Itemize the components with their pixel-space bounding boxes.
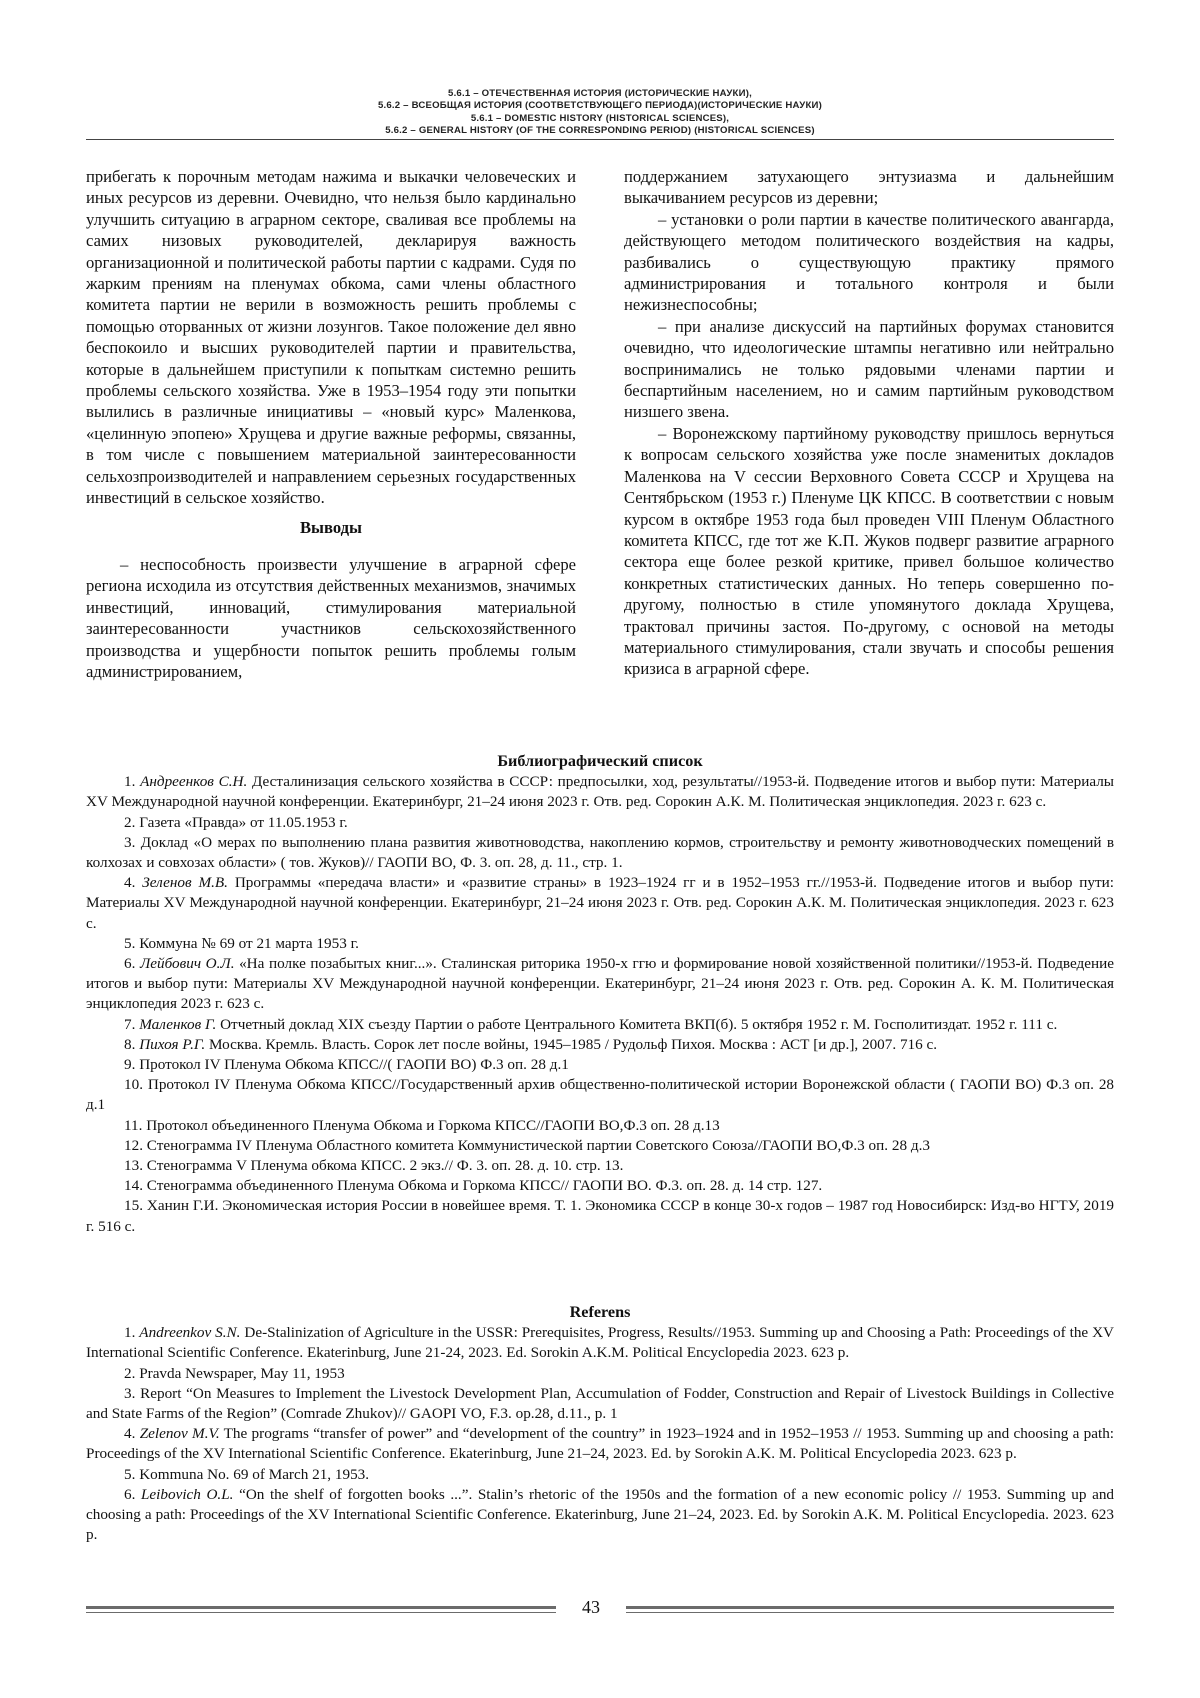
paragraph: – Воронежскому партийному руководству пришлось вернуться к вопросам сельского хозяйства уже после знаменитых докладов Маленкова на V сессии Верховного Совета СССР и Хрущева на Сентябрьском (1953 г.) Пленуме ЦК КПСС. В соответствии с новым курсом в октябре 1953 года был проведен VIII Пленум Областного комитета КПСС, где тот же К.П. Жуков подверг развитие аграрного сектора еще более резкой критике, привел большое количество конкретных статистических данных. Но теперь совершенно по-другому, полностью в стиле упомянутого доклада Хрущева, трактовал причины застоя. По-другому, с основой на методы материального стимулирования, стали звучать и способы решения кризиса в аграрной сфере.	[624, 423, 1114, 679]
reference-item	[86, 1485, 1114, 1546]
header-line: 5.6.1 – DOMESTIC HISTORY (HISTORICAL SCIENCES),	[470, 112, 730, 124]
reference-text: Доклад «О мерах по выполнению плана развития животноводства, накоплению кормов, строительству и ремонту животноводческих помещений в колхозах и совхозах области» ( тов. Жуков)// ГАОПИ ВО, Ф. 3. оп. 28, д. 11., стр. 1.	[86, 833, 1114, 872]
reference-text: Стенограмма IV Пленума Областного комитета Коммунистической партии Советского Союза//ГАОПИ ВО,Ф.3 оп. 28 д.3	[146, 1136, 930, 1154]
references-heading: Referens	[569, 1303, 631, 1321]
reference-item	[86, 1424, 1114, 1464]
reference-item	[86, 1465, 1114, 1485]
reference-item	[86, 1116, 1114, 1136]
reference-text: Стенограмма объединенного Пленума Обкома и Горкома КПСС// ГАОПИ ВО. Ф.3. оп. 28. д. 14 стр. 127.	[146, 1177, 823, 1195]
reference-text: Десталинизация сельского хозяйства в СССР: предпосылки, ход, результаты//1953-й. Подведение итогов и выбор пути: Материалы XV Международной научной конференции. Екатеринбург, 21–24 июня 2023 г. Отв. ред. Сорокин А.К. М. Политическая энциклопедия. 2023 г. 623 с.	[86, 773, 1115, 811]
header-line: 5.6.1 – ОТЕЧЕСТВЕННАЯ ИСТОРИЯ (ИСТОРИЧЕСКИЕ НАУКИ),	[448, 88, 752, 99]
reference-number: 1.	[124, 773, 136, 791]
header-divider	[86, 139, 1114, 140]
reference-author: Пихоя Р.Г.	[139, 1035, 206, 1053]
reference-item	[86, 1075, 1114, 1115]
reference-item	[86, 954, 1114, 1015]
reference-item	[86, 1176, 1114, 1196]
reference-number: 5.	[124, 934, 136, 952]
reference-number: 4.	[124, 1425, 136, 1443]
reference-text: Kommuna No. 69 of March 21, 1953.	[139, 1465, 370, 1483]
reference-text: “On the shelf of forgotten books ...”. Stalin’s rhetoric of the 1950s and the formation of a new economic policy // 1953. Summing up and choosing a path: Proceedings of the XV International Scientific Conference. Ekaterinburg, June 21–24, 2023. Ed. by Sorokin A.K. M. Political Encyclopedia. 2023. 623 p.	[86, 1485, 1115, 1544]
body-columns	[86, 166, 1114, 682]
reference-item	[86, 1384, 1114, 1424]
reference-item	[86, 1156, 1114, 1176]
reference-number: 4.	[124, 874, 136, 892]
reference-number: 14.	[124, 1177, 143, 1195]
reference-author: Зеленов М.В.	[142, 874, 228, 892]
reference-author: Andreenkov S.N.	[139, 1324, 241, 1342]
reference-text: Коммуна № 69 от 21 марта 1953 г.	[139, 934, 359, 952]
left-column	[86, 166, 576, 682]
reference-text: Протокол IV Пленума Обкома КПСС//( ГАОПИ ВО) Ф.3 оп. 28 д.1	[139, 1056, 569, 1074]
reference-text: The programs “transfer of power” and “development of the country” in 1923–1924 and in 1952–1953 // 1953. Summing up and choosing a path: Proceedings of the XV International Scientific Conference. Ekaterinburg, June 21–24, 2023. Ed. by Sorokin A.K. M. Political Encyclopedia 2023. 623 p.	[86, 1425, 1115, 1463]
footer-rule-left	[86, 1606, 556, 1614]
paragraph: прибегать к порочным методам нажима и выкачки человеческих и иных ресурсов из деревни. Очевидно, что нельзя было кардинально улучшить ситуацию в аграрном секторе, сваливая все проблемы на самих низовых руководителей, декларируя важность организационной и политической работы партии с кадрами. Судя по жарким прениям на пленумах обкома, сами члены областного комитета партии не верили в возможность решить проблемы с помощью оторванных от жизни лозунгов. Такое положение дел явно беспокоило и высших руководителей партии и правительства, которые в дальнейшем приступили к попыткам системно решить проблемы сельского хозяйства. Уже в 1953–1954 году эти попытки вылились в различные инициативы – «новый курс» Маленкова, «целинную эпопею» Хрущева и другие важные реформы, связанны, в том числе с повышением материальной заинтересованности сельхозпроизводителей и направлением серьезных государственных инвестиций в сельское хозяйство.	[86, 167, 576, 508]
reference-text: Pravda Newspaper, May 11, 1953	[139, 1364, 345, 1382]
reference-text: Протокол IV Пленума Обкома КПСС//Государственный архив общественно-политической истории Воронежской области ( ГАОПИ ВО) Ф.3 оп. 28 д.1	[86, 1076, 1115, 1114]
running-header	[0, 88, 1200, 137]
page-number: 43	[582, 1597, 600, 1617]
reference-number: 10.	[124, 1076, 143, 1094]
reference-text: Отчетный доклад XIX съезду Партии о работе Центрального Комитета ВКП(б). 5 октября 1952 г. М. Госполитиздат. 1952 г. 111 с.	[216, 1015, 1058, 1033]
reference-number: 7.	[124, 1015, 136, 1033]
reference-number: 6.	[124, 955, 136, 973]
reference-text: Стенограмма V Пленума обкома КПСС. 2 экз.// Ф. 3. оп. 28. д. 10. стр. 13.	[146, 1157, 624, 1175]
reference-number: 13.	[124, 1157, 143, 1175]
reference-number: 15.	[124, 1197, 143, 1215]
reference-author: Андреенков С.Н.	[140, 773, 248, 791]
references-list	[86, 1323, 1114, 1545]
reference-item	[86, 1035, 1114, 1055]
reference-text: «На полке позабытых книг...». Сталинская риторика 1950-х ггю и формирование новой хозяйственной политики//1953-й. Подведение итогов и выбор пути: Материалы XV Международной научной конференции. Екатеринбург, 21–24 июня 2023 г. Отв. ред. Сорокин А. К. М. Политическая энциклопедия 2023 г. 623 с.	[86, 955, 1115, 1013]
reference-text: Report “On Measures to Implement the Livestock Development Plan, Accumulation of Fodder, Construction and Repair of Livestock Buildings in Collective and State Farms of the Region” (Comrade Zhukov)// GAOPI VO, F.3. op.28, d.11., p. 1	[86, 1384, 1114, 1423]
reference-number: 1.	[124, 1324, 136, 1342]
paragraph: – неспособность произвести улучшение в аграрной сфере региона исходила из отсутствия действенных механизмов, значимых инвестиций, инноваций, стимулирования материальной заинтересованности участников сельскохозяйственного производства и ущербности попыток решить проблемы голым администрированием,	[86, 554, 576, 681]
reference-text: Программы «передача власти» и «развитие страны» в 1923–1924 гг и в 1952–1953 гг.//1953-й. Подведение итогов и выбор пути: Материалы XV Международной научной конференции. Екатеринбург, 21–24 июня 2023 г. Отв. ред. Сорокин А.К. М. Политическая энциклопедия. 2023 г. 623 с.	[86, 874, 1115, 932]
reference-number: 8.	[124, 1035, 136, 1053]
bibliography-section	[86, 751, 1114, 1237]
reference-item	[86, 1364, 1114, 1384]
reference-author: Маленков Г.	[139, 1015, 217, 1033]
reference-item	[86, 1323, 1114, 1363]
reference-item	[86, 1136, 1114, 1156]
reference-text: Ханин Г.И. Экономическая история России в новейшее время. Т. 1. Экономика СССР в конце 30-х годов – 1987 год Новосибирск: Изд-во НГТУ, 2019 г. 516 с.	[86, 1197, 1115, 1235]
reference-item	[86, 934, 1114, 954]
reference-item	[86, 1015, 1114, 1035]
reference-author: Zelenov M.V.	[139, 1425, 220, 1443]
reference-text: De-Stalinization of Agriculture in the USSR: Prerequisites, Progress, Results//1953. Summing up and Choosing a Path: Proceedings of the XV International Scientific Conference. Ekaterinburg, June 21-24, 2023. Ed. Sorokin A.K.M. Political Encyclopedia 2023. 623 p.	[86, 1324, 1115, 1362]
reference-number: 3.	[124, 1384, 136, 1402]
reference-number: 3.	[124, 833, 136, 851]
bibliography-list	[86, 772, 1114, 1237]
reference-number: 12.	[124, 1136, 143, 1154]
reference-text: Газета «Правда» от 11.05.1953 г.	[139, 813, 348, 831]
reference-text: Москва. Кремль. Власть. Сорок лет после войны, 1945–1985 / Рудольф Пихоя. Москва : АСТ [и др.], 2007. 716 с.	[205, 1035, 938, 1053]
footer-rule-right	[626, 1606, 1114, 1614]
reference-number: 11.	[124, 1116, 143, 1134]
header-line: 5.6.2 – ВСЕОБЩАЯ ИСТОРИЯ (СООТВЕТСТВУЮЩЕГО ПЕРИОДА)(ИСТОРИЧЕСКИЕ НАУКИ)	[377, 100, 822, 112]
reference-number: 5.	[124, 1465, 136, 1483]
bibliography-heading: Библиографический список	[497, 752, 703, 770]
conclusions-heading: Выводы	[299, 517, 363, 537]
reference-item	[86, 1055, 1114, 1075]
reference-number: 9.	[124, 1056, 136, 1074]
paragraph: поддержанием затухающего энтузиазма и дальнейшим выкачиванием ресурсов из деревни;	[624, 167, 1114, 208]
reference-author: Leibovich O.L.	[140, 1485, 234, 1503]
reference-author: Лейбович О.Л.	[139, 955, 235, 973]
reference-item	[86, 873, 1114, 934]
reference-number: 2.	[124, 1364, 136, 1382]
reference-text: Протокол объединенного Пленума Обкома и Горкома КПСС//ГАОПИ ВО,Ф.3 оп. 28 д.13	[146, 1116, 720, 1134]
reference-item	[86, 813, 1114, 833]
reference-number: 2.	[124, 813, 136, 831]
paragraph: – при анализе дискуссий на партийных форумах становится очевидно, что идеологические штампы негативно или нейтрально воспринимались не только рядовыми членами партии и беспартийным населением, но и самим партийным руководством низшего звена.	[624, 316, 1114, 422]
reference-item	[86, 1196, 1114, 1236]
references-section	[86, 1302, 1114, 1545]
right-column	[624, 166, 1114, 682]
reference-item	[86, 772, 1114, 812]
reference-number: 6.	[124, 1485, 136, 1503]
reference-item	[86, 833, 1114, 873]
header-line: 5.6.2 – GENERAL HISTORY (OF THE CORRESPONDING PERIOD) (HISTORICAL SCIENCES)	[385, 124, 815, 136]
paragraph: – установки о роли партии в качестве политического авангарда, действующего методом политического воздействия на кадры, разбивались о существующую практику прямого администрирования и тотального контроля и были нежизнеспособны;	[624, 209, 1114, 315]
